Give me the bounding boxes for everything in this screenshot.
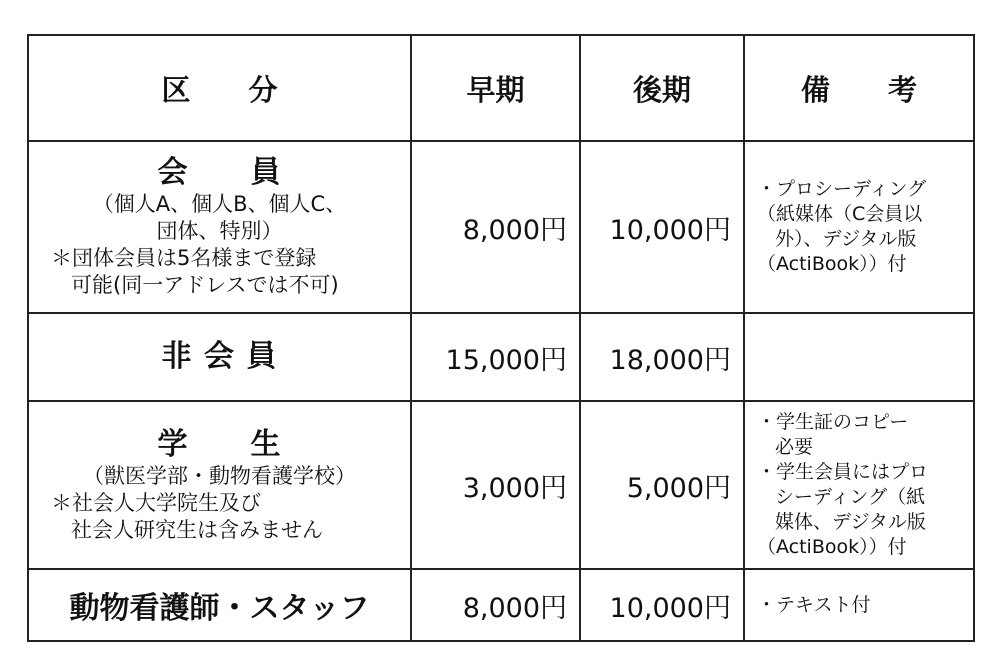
category-title: 学 生 xyxy=(157,426,282,462)
header-early: 早期 xyxy=(411,35,580,141)
fee-table xyxy=(27,34,975,642)
remark-line: （紙媒体（C会員以 xyxy=(757,203,923,225)
category-note-line: 社会人研究生は含みません xyxy=(71,517,323,542)
remark-line: ・学生証のコピー xyxy=(757,411,909,433)
price-early-nonmember: 15,000円 xyxy=(411,313,580,401)
price-late-nonmember: 18,000円 xyxy=(580,313,744,401)
category-title: 非 会 員 xyxy=(161,339,278,374)
price-late-staff: 10,000円 xyxy=(580,569,744,641)
category-cell-staff xyxy=(28,569,411,641)
remark-cell-member xyxy=(744,141,974,313)
remark-line: ・学生会員にはプロ xyxy=(757,461,929,483)
remark-cell-staff xyxy=(744,569,974,641)
remark-line: シーディング（紙 xyxy=(775,486,926,508)
category-subtitle-line: （個人A、個人B、個人C、 xyxy=(92,192,347,216)
table-row-student xyxy=(28,401,974,569)
price-late-student: 5,000円 xyxy=(580,401,744,569)
remark-line: ・プロシーディング xyxy=(757,178,927,200)
remark-line: （ActiBook））付 xyxy=(757,253,907,275)
price-late-member: 10,000円 xyxy=(580,141,744,313)
category-note-line: ＊社会人大学院生及び xyxy=(51,490,261,515)
header-remarks: 備 考 xyxy=(744,35,974,141)
remark-line: 必要 xyxy=(775,436,814,458)
price-early-member: 8,000円 xyxy=(411,141,580,313)
category-subtitle-line: （獣医学部・動物看護学校） xyxy=(83,463,356,488)
category-cell-student xyxy=(28,401,411,569)
table-row-member xyxy=(28,141,974,313)
remark-cell-nonmember xyxy=(744,313,974,401)
remark-line: 媒体、デジタル版 xyxy=(775,511,926,533)
remark-line: ・テキスト付 xyxy=(757,593,871,616)
table-header-row xyxy=(28,35,974,141)
category-subtitle-line: 団体、特別） xyxy=(156,219,283,243)
table-row-nonmember xyxy=(28,313,974,401)
category-note-line: ＊団体会員は5名様まで登録 xyxy=(51,246,317,270)
category-cell-member xyxy=(28,141,411,313)
remark-line: （ActiBook））付 xyxy=(757,536,907,558)
category-note-line: 可能(同一アドレスでは不可) xyxy=(71,273,339,297)
header-late: 後期 xyxy=(580,35,744,141)
price-early-student: 3,000円 xyxy=(411,401,580,569)
price-early-staff: 8,000円 xyxy=(411,569,580,641)
remark-line: 外）、デジタル版 xyxy=(775,228,917,250)
header-category: 区 分 xyxy=(28,35,411,141)
category-title: 会 員 xyxy=(157,155,282,190)
table-row-staff xyxy=(28,569,974,641)
category-title: 動物看護師・スタッフ xyxy=(69,591,370,626)
remark-cell-student xyxy=(744,401,974,569)
category-cell-nonmember xyxy=(28,313,411,401)
